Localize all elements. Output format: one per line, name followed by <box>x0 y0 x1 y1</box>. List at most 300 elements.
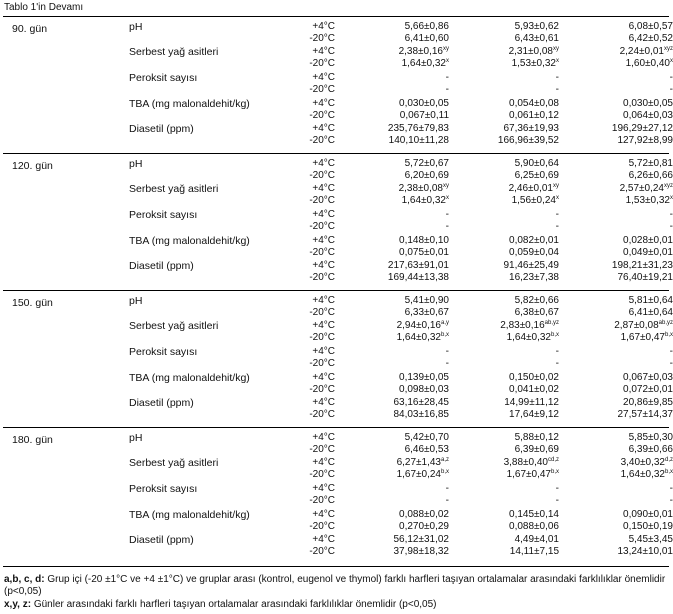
temperature-label <box>295 409 335 421</box>
table-row <box>3 444 673 456</box>
cell-value: - <box>555 483 559 494</box>
table-cell <box>573 221 673 233</box>
temperature-value: +4 <box>312 46 324 57</box>
cell-value: - <box>445 346 449 357</box>
parameter-label: pH <box>129 21 143 33</box>
cell-value: 0,090±0,01 <box>623 509 673 520</box>
table-row <box>3 84 673 96</box>
cell-value: 0,082±0,01 <box>509 235 559 246</box>
significance-superscript: x <box>670 58 673 64</box>
cell-value: 13,24±10,01 <box>617 546 673 557</box>
cell-value: 0,088±0,06 <box>509 521 559 532</box>
cell-value: - <box>669 483 673 494</box>
cell-value: 1,67±0,47 <box>506 469 551 480</box>
cell-value: 2,24±0,01 <box>619 46 664 57</box>
cell-value: - <box>669 221 673 232</box>
table-row <box>3 295 673 307</box>
parameter-label: TBA (mg malonaldehit/kg) <box>129 372 250 384</box>
cell-value: 0,270±0,29 <box>399 521 449 532</box>
temperature-label <box>295 521 335 533</box>
table-cell <box>349 272 449 284</box>
table-cell <box>349 384 449 396</box>
cell-value: 2,31±0,08 <box>508 46 553 57</box>
cell-value: 27,57±14,37 <box>617 409 673 420</box>
table-row <box>3 307 673 319</box>
significance-superscript: a,z <box>440 457 449 463</box>
temperature-label <box>295 235 335 247</box>
significance-superscript: x <box>556 58 559 64</box>
cell-value: 217,63±91,01 <box>387 260 449 271</box>
cell-value: 6,27±1,43 <box>396 457 441 468</box>
temperature-label <box>295 546 335 558</box>
table-cell <box>349 98 449 110</box>
table-cell <box>573 320 673 332</box>
temperature-value: -20 <box>309 58 324 69</box>
table-row <box>3 260 673 272</box>
temperature-value: +4 <box>312 21 324 32</box>
table-cell <box>459 320 559 332</box>
cell-value: - <box>445 495 449 506</box>
table-cell <box>459 432 559 444</box>
table-cell <box>573 457 673 469</box>
significance-superscript: b,x <box>550 332 559 338</box>
temperature-unit: °C <box>323 170 335 181</box>
table-row <box>3 183 673 195</box>
temperature-label <box>295 195 335 207</box>
cell-value: 37,98±18,32 <box>393 546 449 557</box>
cell-value: 6,26±0,66 <box>628 170 673 181</box>
table-cell <box>349 260 449 272</box>
temperature-value: +4 <box>312 509 324 520</box>
temperature-label <box>295 509 335 521</box>
cell-value: 198,21±31,23 <box>611 260 673 271</box>
table-cell <box>573 195 673 207</box>
table-row <box>3 221 673 233</box>
table-cell <box>459 372 559 384</box>
cell-value: 6,41±0,60 <box>404 33 449 44</box>
temperature-unit: °C <box>323 372 335 383</box>
cell-value: 2,38±0,16 <box>398 46 443 57</box>
table-cell <box>459 123 559 135</box>
significance-superscript: xy <box>443 46 449 52</box>
table-row <box>3 495 673 507</box>
table-cell <box>459 33 559 45</box>
table-row <box>3 158 673 170</box>
table-cell <box>573 546 673 558</box>
rule-2 <box>3 290 669 291</box>
cell-value: 5,81±0,64 <box>628 295 673 306</box>
temperature-label <box>295 209 335 221</box>
parameter-label: Diasetil (ppm) <box>129 534 194 546</box>
temperature-label <box>295 397 335 409</box>
table-cell <box>349 534 449 546</box>
temperature-value: +4 <box>312 260 324 271</box>
table-row <box>3 135 673 147</box>
table-cell <box>459 397 559 409</box>
temperature-value: +4 <box>312 72 324 83</box>
cell-value: 0,088±0,02 <box>399 509 449 520</box>
cell-value: 0,028±0,01 <box>623 235 673 246</box>
cell-value: 76,40±19,21 <box>617 272 673 283</box>
table-cell <box>573 183 673 195</box>
temperature-label <box>295 457 335 469</box>
cell-value: 5,93±0,62 <box>514 21 559 32</box>
cell-value: 84,03±16,85 <box>393 409 449 420</box>
table-cell <box>349 135 449 147</box>
cell-value: 0,148±0,10 <box>399 235 449 246</box>
temperature-label <box>295 307 335 319</box>
temperature-unit: °C <box>323 84 335 95</box>
table-cell <box>573 332 673 344</box>
table-cell <box>349 320 449 332</box>
table-cell <box>459 272 559 284</box>
table-row <box>3 397 673 409</box>
table-cell <box>459 158 559 170</box>
table-cell <box>459 358 559 370</box>
table-row <box>3 235 673 247</box>
temperature-value: -20 <box>309 469 324 480</box>
cell-value: 1,64±0,32 <box>620 469 665 480</box>
table-row <box>3 546 673 558</box>
table-row <box>3 110 673 122</box>
table-cell <box>349 444 449 456</box>
cell-value: 14,11±7,15 <box>509 546 559 557</box>
table-cell <box>573 272 673 284</box>
table-cell <box>573 469 673 481</box>
significance-superscript: x <box>556 195 559 201</box>
table-cell <box>459 84 559 96</box>
cell-value: - <box>669 346 673 357</box>
table-row <box>3 247 673 259</box>
cell-value: 6,20±0,69 <box>404 170 449 181</box>
temperature-value: +4 <box>312 183 324 194</box>
table-cell <box>349 358 449 370</box>
table-cell <box>573 135 673 147</box>
table-cell <box>349 495 449 507</box>
significance-superscript: xyz <box>664 46 673 52</box>
table-cell <box>573 483 673 495</box>
cell-value: 166,96±39,52 <box>497 135 559 146</box>
cell-value: 5,45±3,45 <box>628 534 673 545</box>
cell-value: 4,49±4,01 <box>514 534 559 545</box>
period-day-label: 90. gün <box>12 23 48 35</box>
table-cell <box>573 58 673 70</box>
temperature-value: -20 <box>309 495 324 506</box>
table-cell <box>349 21 449 33</box>
cell-value: 5,85±0,30 <box>628 432 673 443</box>
table-cell <box>459 58 559 70</box>
cell-value: 6,46±0,53 <box>404 444 449 455</box>
temperature-label <box>295 123 335 135</box>
temperature-label <box>295 247 335 259</box>
cell-value: 1,53±0,32 <box>511 58 556 69</box>
table-cell <box>459 457 559 469</box>
table-cell <box>349 307 449 319</box>
cell-value: 0,150±0,02 <box>509 372 559 383</box>
temperature-value: +4 <box>312 483 324 494</box>
table-cell <box>459 332 559 344</box>
table-row <box>3 372 673 384</box>
temperature-value: +4 <box>312 372 324 383</box>
temperature-value: +4 <box>312 397 324 408</box>
table-cell <box>349 397 449 409</box>
table-row <box>3 72 673 84</box>
temperature-label <box>295 332 335 344</box>
temperature-value: -20 <box>309 221 324 232</box>
temperature-unit: °C <box>323 272 335 283</box>
table-cell <box>349 209 449 221</box>
table-row <box>3 332 673 344</box>
temperature-label <box>295 21 335 33</box>
rule-top <box>3 16 669 17</box>
significance-superscript: ab,yz <box>544 320 559 326</box>
table-row <box>3 469 673 481</box>
table-row <box>3 58 673 70</box>
temperature-unit: °C <box>323 98 335 109</box>
cell-value: 1,64±0,32 <box>396 332 441 343</box>
cell-value: 1,64±0,32 <box>401 195 446 206</box>
cell-value: - <box>555 346 559 357</box>
cell-value: 0,150±0,19 <box>623 521 673 532</box>
cell-value: 3,88±0,40 <box>503 457 548 468</box>
parameter-label: pH <box>129 158 143 170</box>
cell-value: 1,67±0,24 <box>396 469 441 480</box>
table-cell <box>573 307 673 319</box>
cell-value: 20,86±9,85 <box>623 397 673 408</box>
cell-value: 5,41±0,90 <box>404 295 449 306</box>
cell-value: 1,56±0,24 <box>511 195 556 206</box>
table-cell <box>349 546 449 558</box>
table-cell <box>459 307 559 319</box>
temperature-label <box>295 260 335 272</box>
cell-value: 91,46±25,49 <box>503 260 559 271</box>
table-cell <box>459 295 559 307</box>
cell-value: 6,33±0,67 <box>404 307 449 318</box>
parameter-label: Peroksit sayısı <box>129 483 198 495</box>
table-cell <box>459 495 559 507</box>
temperature-value: -20 <box>309 409 324 420</box>
rule-3 <box>3 427 669 428</box>
temperature-value: -20 <box>309 444 324 455</box>
table-cell <box>459 46 559 58</box>
temperature-unit: °C <box>323 307 335 318</box>
cell-value: 5,90±0,64 <box>514 158 559 169</box>
cell-value: 0,061±0,12 <box>509 110 559 121</box>
table-row <box>3 272 673 284</box>
cell-value: 235,76±79,83 <box>387 123 449 134</box>
table-cell <box>349 183 449 195</box>
table-cell <box>349 123 449 135</box>
temperature-value: -20 <box>309 195 324 206</box>
cell-value: 0,075±0,01 <box>399 247 449 258</box>
parameter-label: Serbest yağ asitleri <box>129 457 219 469</box>
table-cell <box>573 46 673 58</box>
significance-superscript: b,x <box>440 332 449 338</box>
temperature-unit: °C <box>323 295 335 306</box>
significance-superscript: x <box>446 195 449 201</box>
significance-superscript: ab,yz <box>658 320 673 326</box>
cell-value: - <box>555 72 559 83</box>
table-cell <box>459 72 559 84</box>
table-row <box>3 209 673 221</box>
temperature-unit: °C <box>323 235 335 246</box>
temperature-label <box>295 295 335 307</box>
parameter-label: pH <box>129 295 143 307</box>
footnote-key-xyz: x,y, z: <box>4 598 32 610</box>
cell-value: 140,10±11,28 <box>388 135 449 146</box>
temperature-unit: °C <box>323 495 335 506</box>
temperature-label <box>295 358 335 370</box>
cell-value: 169,44±13,38 <box>387 272 449 283</box>
parameter-label: Diasetil (ppm) <box>129 397 194 409</box>
table-cell <box>573 384 673 396</box>
temperature-unit: °C <box>323 483 335 494</box>
cell-value: 6,39±0,69 <box>514 444 559 455</box>
cell-value: - <box>445 221 449 232</box>
temperature-unit: °C <box>323 320 335 331</box>
temperature-label <box>295 346 335 358</box>
cell-value: - <box>445 84 449 95</box>
temperature-label <box>295 272 335 284</box>
cell-value: 67,36±19,93 <box>503 123 559 134</box>
cell-value: 2,46±0,01 <box>508 183 553 194</box>
footnote-text-abcd: Grup içi (-20 ±1°C ve +4 ±1°C) ve gruplar arası (kontrol, eugenol ve thymol) farklı harfleri taşıyan ortalamalar arasındaki farklılıklar önemlidir (p<0,05) <box>4 574 666 598</box>
table-row <box>3 358 673 370</box>
parameter-label: TBA (mg malonaldehit/kg) <box>129 98 250 110</box>
cell-value: 1,64±0,32 <box>506 332 551 343</box>
table-cell <box>573 123 673 135</box>
temperature-unit: °C <box>323 247 335 258</box>
table-cell <box>573 358 673 370</box>
table-cell <box>349 170 449 182</box>
table-cell <box>349 158 449 170</box>
temperature-unit: °C <box>323 33 335 44</box>
table-cell <box>459 209 559 221</box>
table-cell <box>459 183 559 195</box>
temperature-label <box>295 469 335 481</box>
table-cell <box>573 170 673 182</box>
cell-value: 0,030±0,05 <box>399 98 449 109</box>
cell-value: 1,60±0,40 <box>625 58 670 69</box>
temperature-unit: °C <box>323 509 335 520</box>
cell-value: 2,87±0,08 <box>614 320 659 331</box>
temperature-unit: °C <box>323 346 335 357</box>
temperature-value: +4 <box>312 346 324 357</box>
footnote-text-xyz: Günler arasındaki farklı harfleri taşıyan ortalamalar arasındaki farklılıklar önemlidir (p<0,05) <box>31 598 437 610</box>
temperature-value: -20 <box>309 332 324 343</box>
temperature-value: +4 <box>312 320 324 331</box>
table-cell <box>573 397 673 409</box>
temperature-value: -20 <box>309 110 324 121</box>
cell-value: 6,39±0,66 <box>628 444 673 455</box>
temperature-label <box>295 58 335 70</box>
temperature-label <box>295 483 335 495</box>
temperature-unit: °C <box>323 469 335 480</box>
parameter-label: Serbest yağ asitleri <box>129 183 219 195</box>
parameter-label: TBA (mg malonaldehit/kg) <box>129 235 250 247</box>
table-row <box>3 195 673 207</box>
table-cell <box>349 58 449 70</box>
parameter-label: Peroksit sayısı <box>129 346 198 358</box>
temperature-value: +4 <box>312 98 324 109</box>
temperature-unit: °C <box>323 58 335 69</box>
cell-value: 6,41±0,64 <box>628 307 673 318</box>
cell-value: 0,041±0,02 <box>509 384 559 395</box>
temperature-unit: °C <box>323 72 335 83</box>
temperature-unit: °C <box>323 444 335 455</box>
cell-value: 5,66±0,86 <box>404 21 449 32</box>
temperature-unit: °C <box>323 221 335 232</box>
significance-superscript: b,x <box>440 469 449 475</box>
cell-value: 0,049±0,01 <box>623 247 673 258</box>
temperature-label <box>295 158 335 170</box>
parameter-label: Serbest yağ asitleri <box>129 46 219 58</box>
parameter-label: Peroksit sayısı <box>129 209 198 221</box>
table-cell <box>349 483 449 495</box>
table-cell <box>349 469 449 481</box>
temperature-value: -20 <box>309 33 324 44</box>
temperature-value: +4 <box>312 235 324 246</box>
temperature-label <box>295 444 335 456</box>
table-cell <box>459 21 559 33</box>
temperature-unit: °C <box>323 183 335 194</box>
table-cell <box>573 260 673 272</box>
temperature-unit: °C <box>323 332 335 343</box>
cell-value: 5,88±0,12 <box>514 432 559 443</box>
temperature-unit: °C <box>323 195 335 206</box>
table-cell <box>573 432 673 444</box>
cell-value: 127,92±8,99 <box>617 135 673 146</box>
cell-value: - <box>669 209 673 220</box>
table-cell <box>349 72 449 84</box>
table-cell <box>573 534 673 546</box>
cell-value: 0,067±0,03 <box>623 372 673 383</box>
table-row <box>3 346 673 358</box>
parameter-label: Diasetil (ppm) <box>129 123 194 135</box>
table-row <box>3 46 673 58</box>
cell-value: 0,067±0,11 <box>399 110 449 121</box>
table-row <box>3 98 673 110</box>
table-cell <box>349 235 449 247</box>
period-day-label: 180. gün <box>12 434 53 446</box>
temperature-label <box>295 384 335 396</box>
temperature-value: -20 <box>309 272 324 283</box>
temperature-value: +4 <box>312 534 324 545</box>
temperature-value: +4 <box>312 158 324 169</box>
temperature-unit: °C <box>323 110 335 121</box>
table-cell <box>459 444 559 456</box>
table-cell <box>573 33 673 45</box>
table-cell <box>459 546 559 558</box>
cell-value: - <box>445 72 449 83</box>
temperature-unit: °C <box>323 135 335 146</box>
table-cell <box>459 409 559 421</box>
temperature-label <box>295 110 335 122</box>
table-cell <box>459 235 559 247</box>
table-cell <box>349 195 449 207</box>
cell-value: 0,059±0,04 <box>509 247 559 258</box>
cell-value: 0,098±0,03 <box>399 384 449 395</box>
significance-superscript: x <box>446 58 449 64</box>
cell-value: 0,072±0,01 <box>623 384 673 395</box>
table-cell <box>459 247 559 259</box>
temperature-value: -20 <box>309 307 324 318</box>
table-row <box>3 123 673 135</box>
temperature-unit: °C <box>323 534 335 545</box>
cell-value: 1,53±0,32 <box>625 195 670 206</box>
parameter-label: Serbest yağ asitleri <box>129 320 219 332</box>
temperature-value: -20 <box>309 546 324 557</box>
